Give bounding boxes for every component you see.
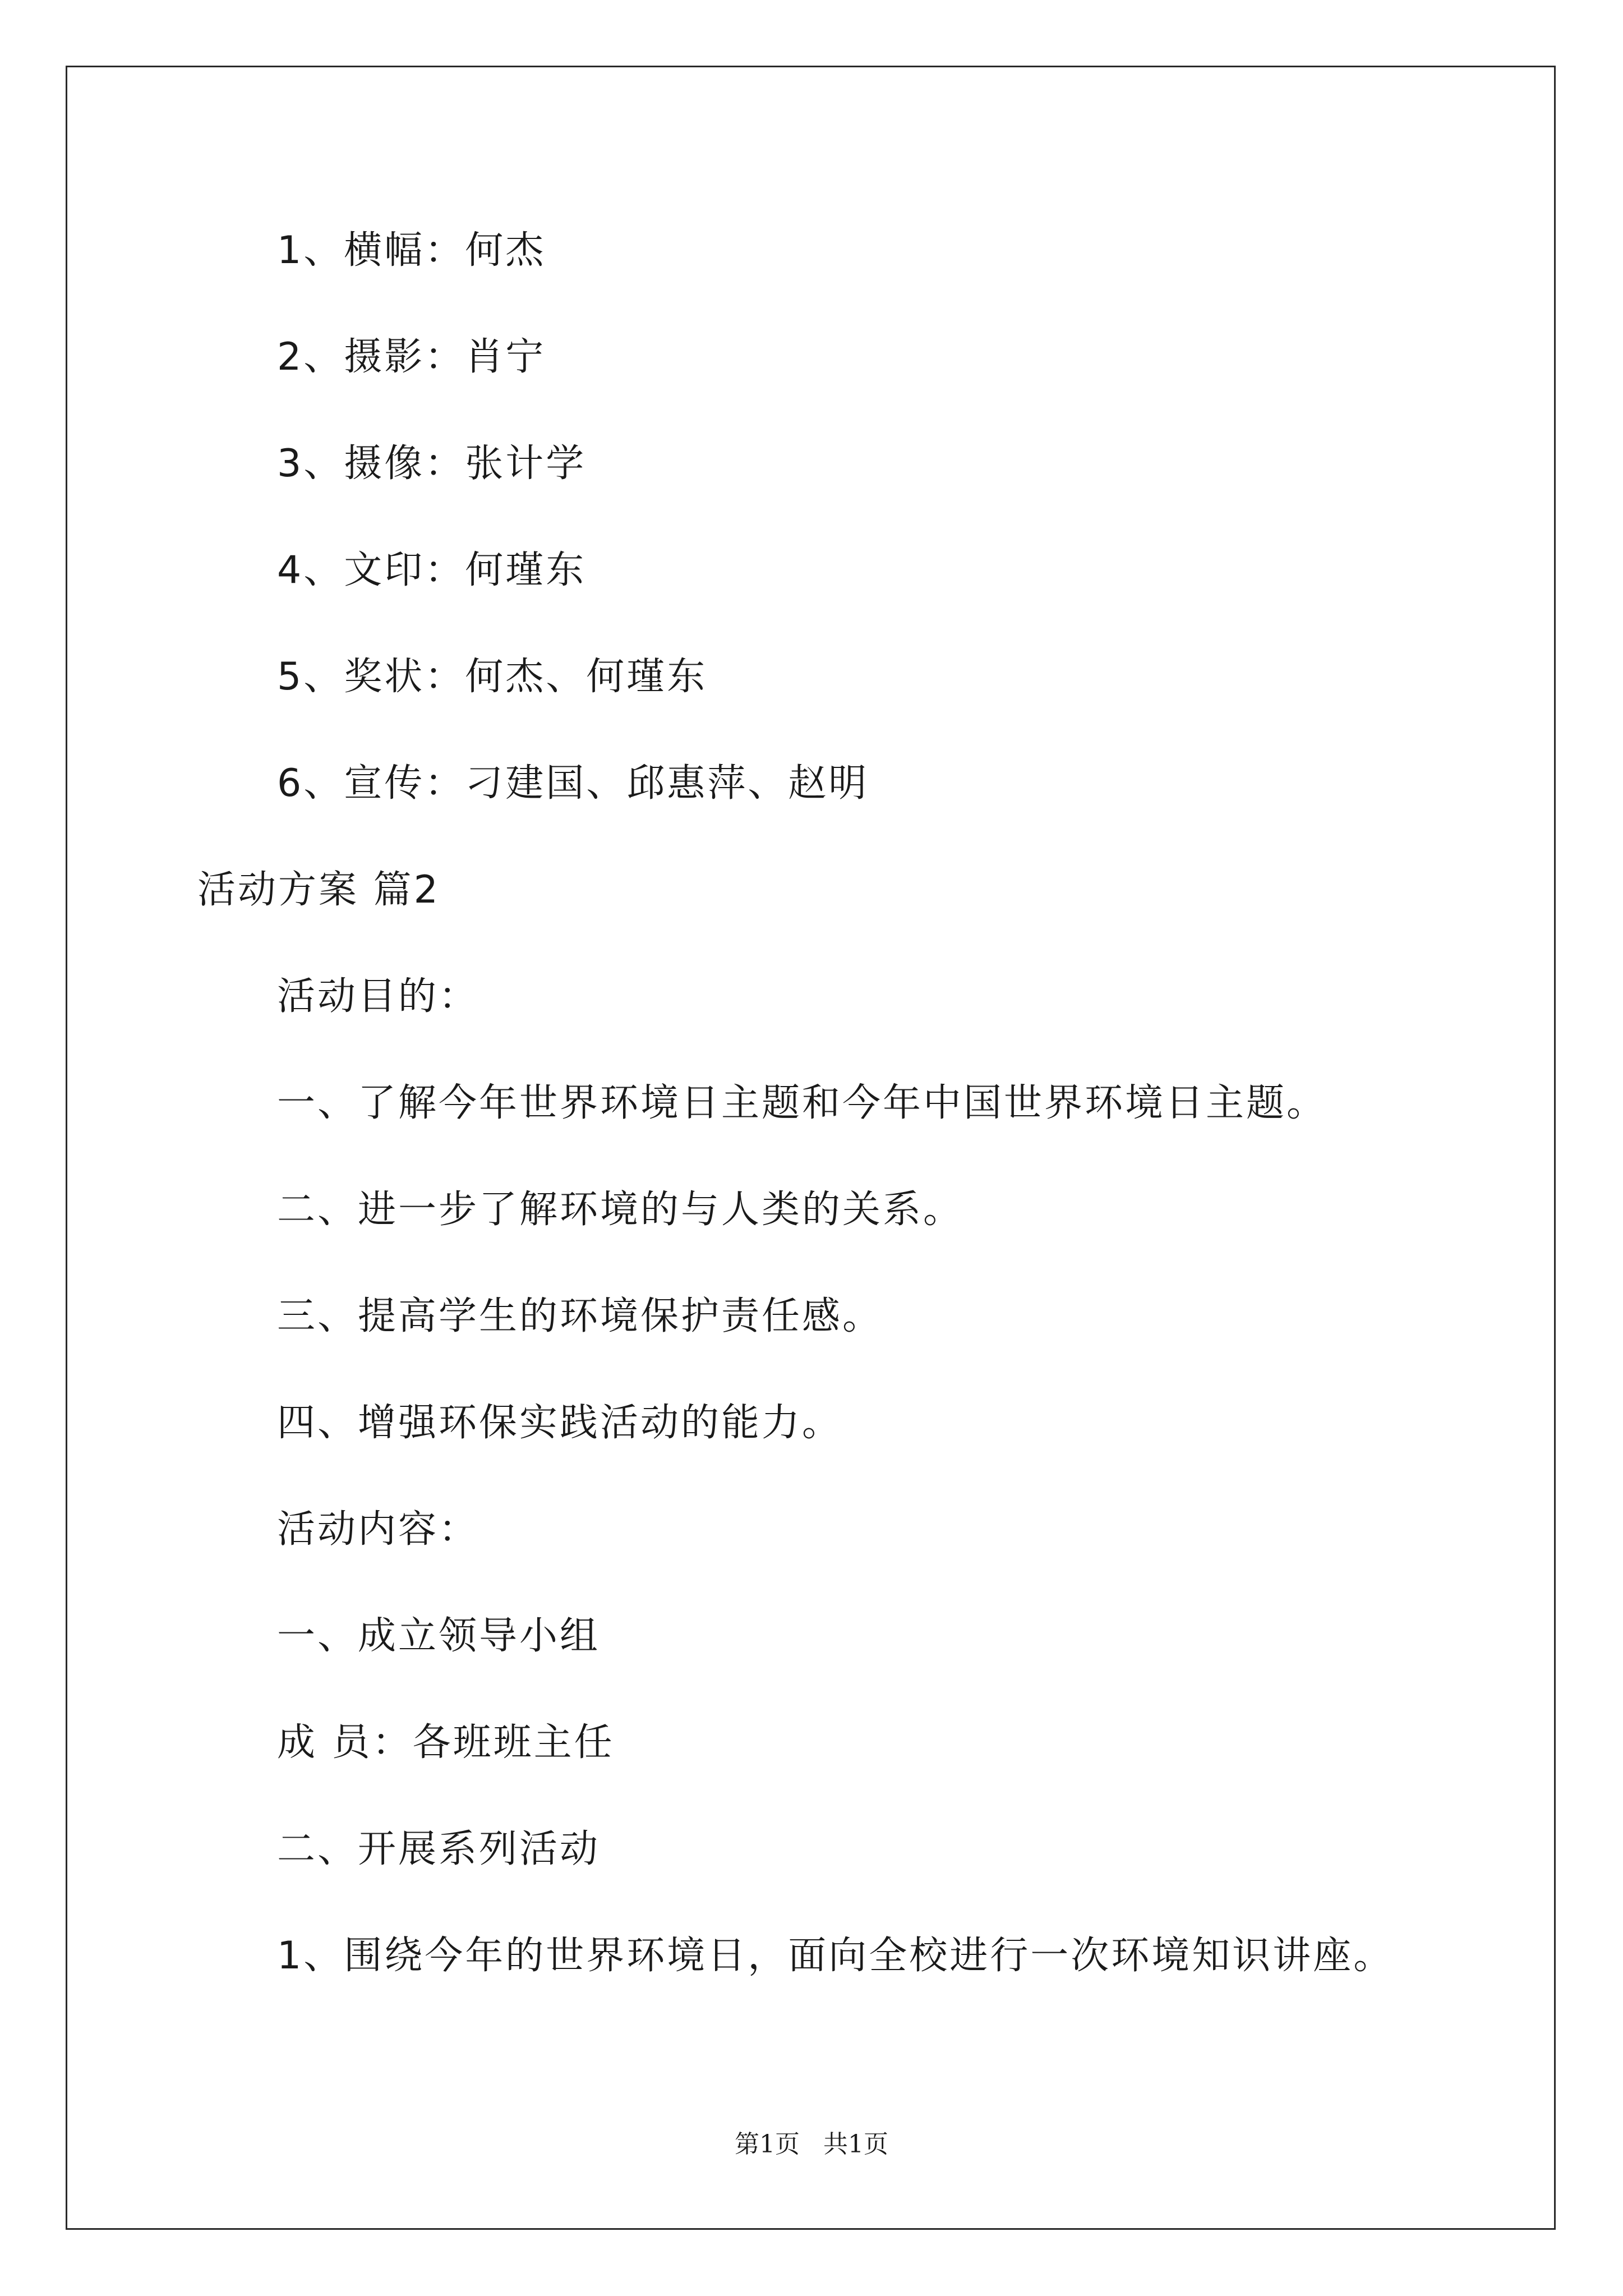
text-line: 6、宣传：刁建国、邱惠萍、赵明 <box>277 761 869 806</box>
page-footer: 第1页 共1页 <box>735 2130 888 2159</box>
section-heading: 活动方案 篇2 <box>197 868 440 912</box>
text-line: 2、摄影：肖宁 <box>277 335 546 379</box>
text-line: 一、了解今年世界环境日主题和今年中国世界环境日主题。 <box>277 1081 1327 1125</box>
text-line: 5、奖状：何杰、何瑾东 <box>277 655 708 699</box>
text-line: 4、文印：何瑾东 <box>277 548 587 592</box>
text-line: 1、横幅：何杰 <box>277 228 546 273</box>
text-line: 成 员：各班班主任 <box>277 1720 615 1765</box>
text-line: 1、围绕今年的世界环境日，面向全校进行一次环境知识讲座。 <box>277 1934 1394 1978</box>
text-line: 活动目的： <box>277 974 479 1019</box>
page-border <box>66 66 1556 2230</box>
text-line: 活动内容： <box>277 1507 479 1552</box>
text-line: 三、提高学生的环境保护责任感。 <box>277 1294 883 1338</box>
text-line: 3、摄像：张计学 <box>277 441 587 486</box>
text-line: 二、开展系列活动 <box>277 1827 601 1871</box>
text-line: 一、成立领导小组 <box>277 1614 601 1658</box>
text-line: 二、进一步了解环境的与人类的关系。 <box>277 1188 964 1232</box>
text-line: 四、增强环保实践活动的能力。 <box>277 1401 843 1445</box>
